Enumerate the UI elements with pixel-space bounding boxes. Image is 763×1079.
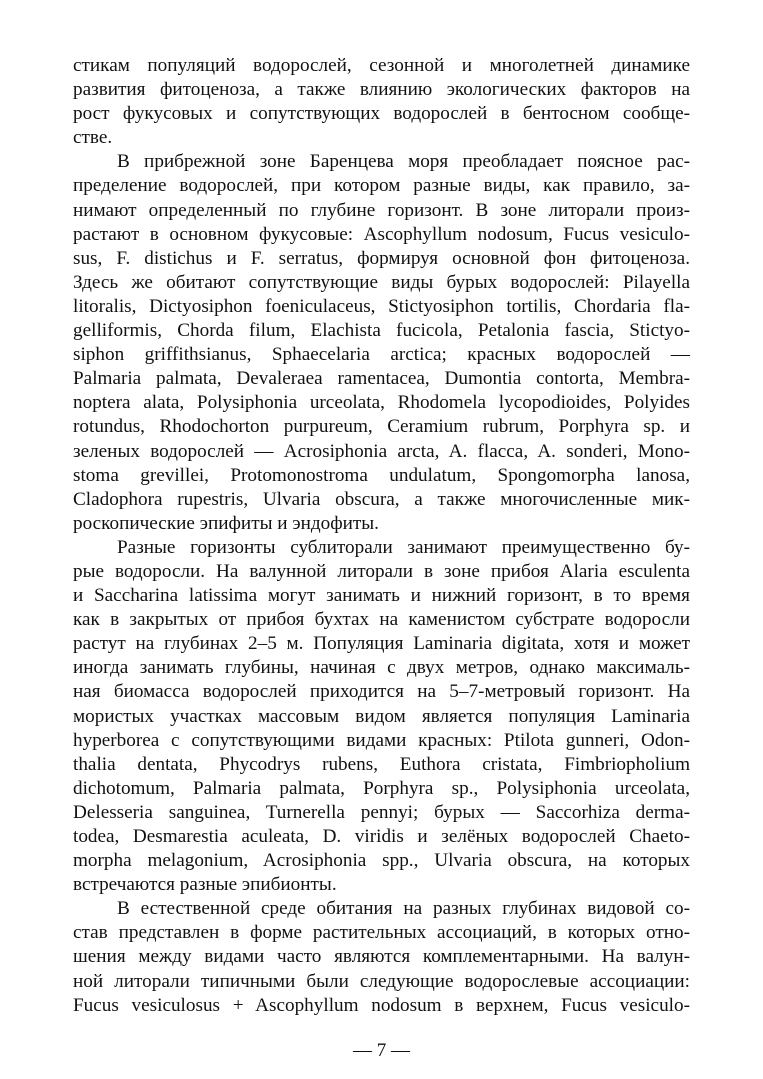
text-line: morpha melagonium, Acrosiphonia spp., Ulvaria obscura, на которых [73,850,690,872]
text-line: встречаются разные эпибионты. [73,874,337,896]
text-line: пределение водорослей, при котором разные виды, как правило, за- [73,175,690,197]
text-line: hyperborea с сопутствующими видами красных: Ptilota gunneri, Odon- [73,729,690,751]
text-line: Разные горизонты сублиторали занимают преимущественно бу- [117,536,690,558]
text-line: шения между видами часто являются комплементарными. На валун- [73,946,690,968]
text-line: litoralis, Dictyosiphon foeniculaceus, Stictyosiphon tortilis, Chordaria fla- [73,295,690,317]
text-line: noptera alata, Polysiphonia urceolata, Rhodomela lycopodioides, Polyides [73,392,690,414]
text-line: развития фитоценоза, а также влиянию экологических факторов на [73,79,690,101]
text-line: иногда занимать глубины, начиная с двух метров, однако максималь- [73,657,690,679]
text-line: растут на глубинах 2–5 м. Популяция Laminaria digitata, хотя и может [73,633,690,655]
text-line: rotundus, Rhodochorton purpureum, Ceramium rubrum, Porphyra sp. и [73,416,690,438]
text-line: стикам популяций водорослей, сезонной и многолетней динамике [73,55,690,76]
text-line: и Saccharina latissima могут занимать и нижний горизонт, в то время [73,585,690,607]
text-line: зеленых водорослей — Acrosiphonia arcta, A. flacca, A. sonderi, Mono- [73,440,690,462]
text-line: рые водоросли. На валунной литорали в зоне прибоя Alaria esculenta [73,560,690,582]
text-line: Здесь же обитают сопутствующие виды бурых водорослей: Pilayella [73,271,690,293]
page-number: — 7 — [353,1040,410,1061]
text-line: Fucus vesiculosus + Ascophyllum nodosum в верхнем, Fucus vesiculo- [73,994,690,1016]
text-line: ной литорали типичными были следующие водорослевые ассоциации: [73,970,690,992]
text-line: Palmaria palmata, Devaleraea ramentacea, Dumontia contorta, Membra- [73,368,690,390]
text-line: как в закрытых от прибоя бухтах на каменистом субстрате водоросли [73,609,690,631]
text-line: роскопические эпифиты и эндофиты. [73,512,379,534]
text-line: мористых участках массовым видом является популяция Laminaria [73,705,690,727]
paragraph-1 [73,54,690,150]
text-line: sus, F. distichus и F. serratus, формируя основной фон фитоценоза. [73,247,690,269]
paragraph-4 [73,897,690,1017]
text-line: стве. [73,127,113,149]
text-line: Delesseria sanguinea, Turnerella pennyi; бурых — Saccorhiza derma- [73,801,690,823]
text-line: В прибрежной зоне Баренцева моря преобладает поясное рас- [117,151,690,173]
text-line: нимают определенный по глубине горизонт. В зоне литорали произ- [73,199,690,221]
text-line: ная биомасса водорослей приходится на 5–7-метровый горизонт. На [73,681,690,703]
paragraph-3 [73,536,690,897]
text-line: став представлен в форме растительных ассоциаций, в которых отно- [73,922,690,944]
text-line: рост фукусовых и сопутствующих водорослей в бентосном сообще- [73,103,690,125]
text-line: растают в основном фукусовые: Ascophyllum nodosum, Fucus vesiculo- [73,223,690,245]
text-line: dichotomum, Palmaria palmata, Porphyra sp., Polysiphonia urceolata, [73,777,690,799]
paragraph-2 [73,150,690,536]
text-line: В естественной среде обитания на разных глубинах видовой со- [117,898,690,920]
text-line: thalia dentata, Phycodrys rubens, Euthora cristata, Fimbriopholium [73,753,690,775]
text-line: gelliformis, Chorda filum, Elachista fucicola, Petalonia fascia, Stictyo- [73,320,690,342]
text-line: todea, Desmarestia aculeata, D. viridis и зелёных водорослей Chaeto- [73,826,690,847]
page-body [73,54,690,1018]
text-line: Cladophora rupestris, Ulvaria obscura, а также многочисленные мик- [73,488,690,510]
text-line: siphon griffithsianus, Sphaecelaria arctica; красных водорослей — [73,344,690,366]
text-line: stoma grevillei, Protomonostroma undulatum, Spongomorpha lanosa, [73,464,690,486]
